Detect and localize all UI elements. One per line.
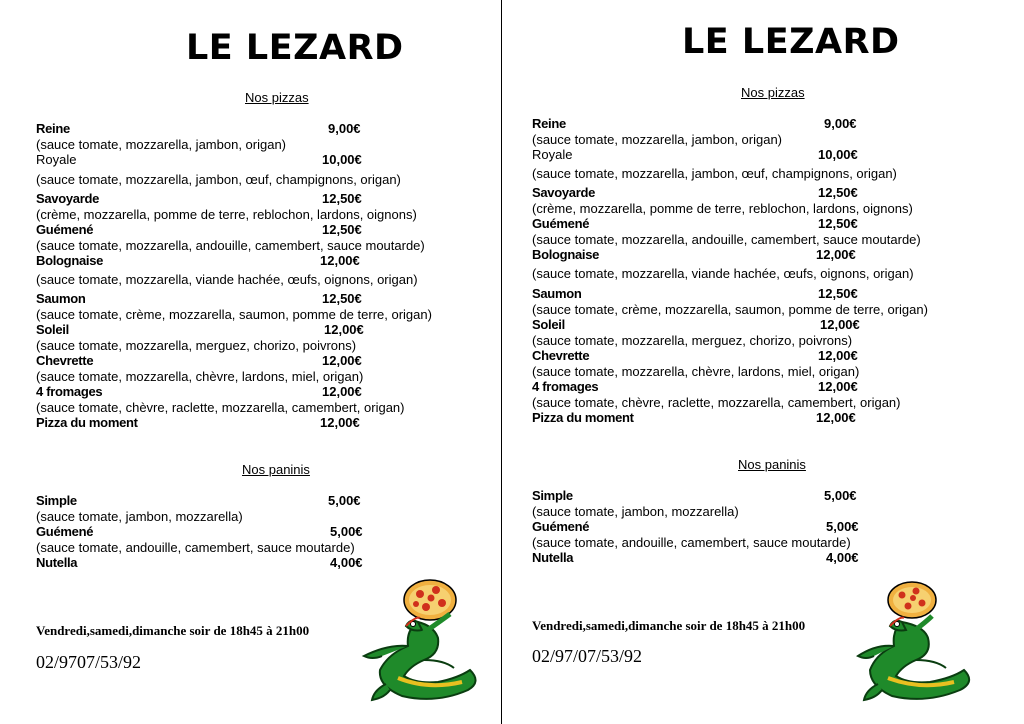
pizza-description: (sauce tomate, mozzarella, chèvre, lardons, miel, origan): [532, 364, 860, 379]
pizza-description: (sauce tomate, chèvre, raclette, mozzarella, camembert, origan): [36, 400, 405, 415]
paninis-heading: Nos paninis: [242, 462, 310, 477]
pizza-description: (sauce tomate, mozzarella, viande hachée, œufs, oignons, origan): [532, 266, 914, 281]
restaurant-title: LE LEZARD: [682, 22, 900, 62]
panini-price: 5,00€: [328, 493, 361, 508]
pizza-price: 12,50€: [818, 216, 858, 231]
panini-name: Guémené: [36, 524, 94, 539]
pizza-icon: [888, 582, 936, 618]
pizza-price: 12,00€: [322, 353, 362, 368]
menu-left: [0, 0, 495, 724]
pizza-price: 12,00€: [320, 415, 360, 430]
panini-name: Simple: [532, 488, 573, 503]
pizza-price: 12,50€: [322, 191, 362, 206]
pizza-price: 12,00€: [324, 322, 364, 337]
opening-hours: Vendredi,samedi,dimanche soir de 18h45 à 21h00: [36, 623, 310, 638]
pizza-price: 10,00€: [322, 152, 362, 167]
pizza-price: 12,00€: [820, 317, 860, 332]
pizza-name: Royale: [36, 152, 77, 167]
pizza-name: Saumon: [36, 291, 86, 306]
page-divider: [501, 0, 502, 724]
panini-description: (sauce tomate, jambon, mozzarella): [532, 504, 739, 519]
panini-name: Guémené: [532, 519, 590, 534]
restaurant-title: LE LEZARD: [186, 28, 404, 68]
pizza-description: (sauce tomate, mozzarella, jambon, œuf, champignons, origan): [36, 172, 401, 187]
lizard-pizza-illustration: [358, 574, 486, 706]
panini-price: 5,00€: [330, 524, 363, 539]
pizza-description: (sauce tomate, mozzarella, jambon, œuf, champignons, origan): [532, 166, 897, 181]
phone-number: 02/9707/53/92: [36, 652, 142, 672]
pizza-name: Guémené: [36, 222, 94, 237]
pizza-price: 12,00€: [816, 247, 856, 262]
pizza-name: 4 fromages: [532, 379, 599, 394]
pizza-name: Reine: [36, 121, 70, 136]
pizza-description: (sauce tomate, mozzarella, merguez, chorizo, poivrons): [36, 338, 357, 353]
pizza-name: Bolognaise: [532, 247, 600, 262]
pizza-name: Chevrette: [532, 348, 590, 363]
pizza-description: (sauce tomate, chèvre, raclette, mozzarella, camembert, origan): [532, 395, 901, 410]
pizzas-heading: Nos pizzas: [245, 90, 309, 105]
paninis-heading: Nos paninis: [738, 457, 806, 472]
pizza-description: (sauce tomate, mozzarella, jambon, origan): [532, 132, 783, 147]
pizza-description: (sauce tomate, mozzarella, viande hachée, œufs, oignons, origan): [36, 272, 418, 287]
panini-price: 5,00€: [824, 488, 857, 503]
pizza-name: Saumon: [532, 286, 582, 301]
opening-hours: Vendredi,samedi,dimanche soir de 18h45 à 21h00: [532, 618, 806, 633]
pizza-description: (sauce tomate, crème, mozzarella, saumon, pomme de terre, origan): [36, 307, 432, 322]
pizza-name: Bolognaise: [36, 253, 104, 268]
panini-name: Simple: [36, 493, 77, 508]
pizza-name: Royale: [532, 147, 573, 162]
menu-right: [512, 0, 1007, 724]
pizza-name: Soleil: [532, 317, 565, 332]
pizza-price: 12,00€: [818, 348, 858, 363]
pizza-name: Savoyarde: [36, 191, 100, 206]
panini-price: 4,00€: [826, 550, 859, 565]
pizza-name: 4 fromages: [36, 384, 103, 399]
phone-number: 02/97/07/53/92: [532, 646, 643, 666]
panini-price: 5,00€: [826, 519, 859, 534]
pizza-name: Chevrette: [36, 353, 94, 368]
pizza-name: Pizza du moment: [36, 415, 138, 430]
pizza-price: 12,00€: [818, 379, 858, 394]
panini-name: Nutella: [36, 555, 78, 570]
panini-name: Nutella: [532, 550, 574, 565]
panini-description: (sauce tomate, andouille, camembert, sauce moutarde): [36, 540, 355, 555]
pizza-price: 12,00€: [816, 410, 856, 425]
pizza-price: 12,50€: [818, 185, 858, 200]
pizza-price: 9,00€: [328, 121, 361, 136]
pizza-price: 12,50€: [818, 286, 858, 301]
pizza-description: (sauce tomate, mozzarella, chèvre, lardons, miel, origan): [36, 369, 364, 384]
pizza-price: 9,00€: [824, 116, 857, 131]
pizza-description: (sauce tomate, mozzarella, jambon, origan): [36, 137, 287, 152]
pizza-description: (sauce tomate, crème, mozzarella, saumon, pomme de terre, origan): [532, 302, 928, 317]
pizza-price: 10,00€: [818, 147, 858, 162]
pizza-description: (sauce tomate, mozzarella, andouille, camembert, sauce moutarde): [532, 232, 921, 247]
pizza-name: Savoyarde: [532, 185, 596, 200]
pizza-description: (crème, mozzarella, pomme de terre, reblochon, lardons, oignons): [36, 207, 417, 222]
pizzas-heading: Nos pizzas: [741, 85, 805, 100]
panini-description: (sauce tomate, andouille, camembert, sauce moutarde): [532, 535, 851, 550]
pizza-price: 12,00€: [320, 253, 360, 268]
lizard-icon: [858, 616, 969, 700]
pizza-price: 12,50€: [322, 222, 362, 237]
lizard-icon: [364, 614, 476, 700]
pizza-price: 12,00€: [322, 384, 362, 399]
pizza-name: Pizza du moment: [532, 410, 634, 425]
pizza-name: Guémené: [532, 216, 590, 231]
pizza-price: 12,50€: [322, 291, 362, 306]
panini-description: (sauce tomate, jambon, mozzarella): [36, 509, 243, 524]
pizza-name: Reine: [532, 116, 566, 131]
pizza-description: (sauce tomate, mozzarella, merguez, chorizo, poivrons): [532, 333, 853, 348]
pizza-description: (crème, mozzarella, pomme de terre, reblochon, lardons, oignons): [532, 201, 913, 216]
pizza-name: Soleil: [36, 322, 69, 337]
lizard-pizza-illustration: [856, 574, 984, 706]
pizza-description: (sauce tomate, mozzarella, andouille, camembert, sauce moutarde): [36, 238, 425, 253]
panini-price: 4,00€: [330, 555, 363, 570]
